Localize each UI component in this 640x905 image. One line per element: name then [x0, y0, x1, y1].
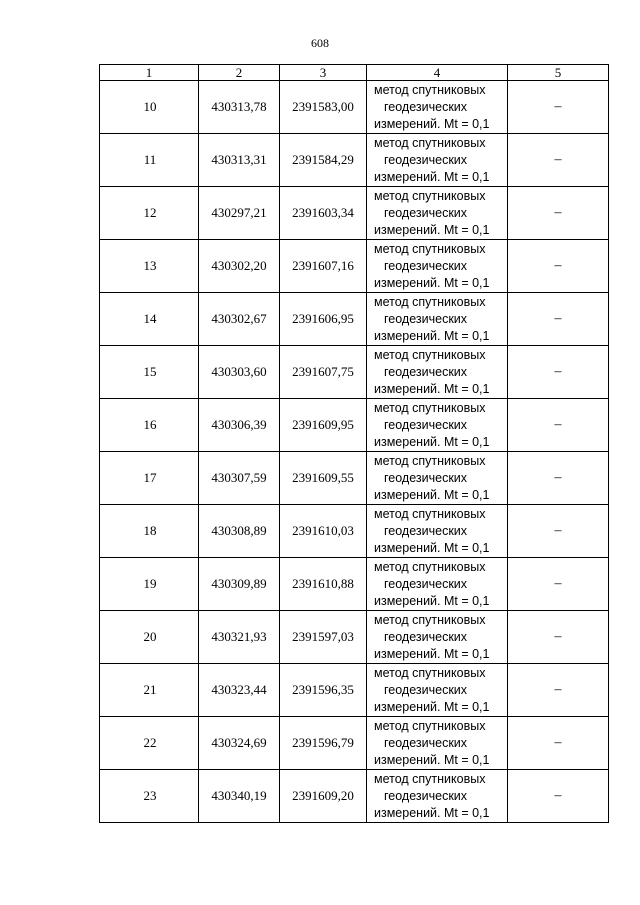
method-line: геодезических — [384, 417, 468, 432]
method-line: геодезических — [384, 735, 468, 750]
note-cell: – — [508, 81, 609, 134]
method-line: метод спутниковых — [374, 294, 486, 309]
header-row — [100, 65, 609, 81]
page-number: 608 — [311, 36, 329, 50]
note-cell: – — [508, 770, 609, 823]
table-row — [100, 81, 609, 134]
method-line: измерений. Mt = 0,1 — [374, 116, 490, 131]
method-line: измерений. Mt = 0,1 — [374, 752, 490, 767]
method-line: измерений. Mt = 0,1 — [374, 540, 490, 555]
point-number-cell: 11 — [100, 134, 199, 187]
table-row — [100, 399, 609, 452]
point-number-cell: 23 — [100, 770, 199, 823]
method-line: геодезических — [384, 205, 468, 220]
point-number-cell: 18 — [100, 505, 199, 558]
point-number-cell: 19 — [100, 558, 199, 611]
method-cell — [367, 346, 508, 399]
x-coordinate-cell: 430302,20 — [199, 240, 280, 293]
column-header-3: 3 — [280, 65, 367, 81]
method-cell — [367, 293, 508, 346]
column-header-2: 2 — [199, 65, 280, 81]
point-number-cell: 22 — [100, 717, 199, 770]
point-number-cell: 13 — [100, 240, 199, 293]
y-coordinate-cell: 2391606,95 — [280, 293, 367, 346]
method-line: измерений. Mt = 0,1 — [374, 275, 490, 290]
method-cell — [367, 81, 508, 134]
method-line: метод спутниковых — [374, 559, 486, 574]
table-row — [100, 187, 609, 240]
method-line: геодезических — [384, 682, 468, 697]
x-coordinate-cell: 430303,60 — [199, 346, 280, 399]
method-line: измерений. Mt = 0,1 — [374, 381, 490, 396]
method-cell — [367, 611, 508, 664]
method-line: метод спутниковых — [374, 82, 486, 97]
note-cell: – — [508, 240, 609, 293]
table-row — [100, 558, 609, 611]
y-coordinate-cell: 2391584,29 — [280, 134, 367, 187]
method-cell — [367, 452, 508, 505]
note-cell: – — [508, 505, 609, 558]
table-row — [100, 664, 609, 717]
method-cell — [367, 399, 508, 452]
table-row — [100, 717, 609, 770]
x-coordinate-cell: 430340,19 — [199, 770, 280, 823]
method-line: метод спутниковых — [374, 347, 486, 362]
y-coordinate-cell: 2391607,75 — [280, 346, 367, 399]
method-line: измерений. Mt = 0,1 — [374, 699, 490, 714]
y-coordinate-cell: 2391609,20 — [280, 770, 367, 823]
note-cell: – — [508, 558, 609, 611]
column-header-4: 4 — [367, 65, 508, 81]
point-number-cell: 20 — [100, 611, 199, 664]
table-body — [100, 81, 609, 823]
method-line: геодезических — [384, 576, 468, 591]
method-line: геодезических — [384, 523, 468, 538]
method-line: метод спутниковых — [374, 453, 486, 468]
method-line: измерений. Mt = 0,1 — [374, 222, 490, 237]
method-line: метод спутниковых — [374, 400, 486, 415]
method-line: измерений. Mt = 0,1 — [374, 487, 490, 502]
method-line: измерений. Mt = 0,1 — [374, 805, 490, 820]
note-cell: – — [508, 346, 609, 399]
method-line: метод спутниковых — [374, 241, 486, 256]
table-header — [100, 65, 609, 81]
method-line: измерений. Mt = 0,1 — [374, 328, 490, 343]
y-coordinate-cell: 2391610,88 — [280, 558, 367, 611]
method-line: геодезических — [384, 788, 468, 803]
method-cell — [367, 664, 508, 717]
method-line: метод спутниковых — [374, 188, 486, 203]
note-cell: – — [508, 611, 609, 664]
method-line: измерений. Mt = 0,1 — [374, 646, 490, 661]
x-coordinate-cell: 430324,69 — [199, 717, 280, 770]
x-coordinate-cell: 430307,59 — [199, 452, 280, 505]
y-coordinate-cell: 2391610,03 — [280, 505, 367, 558]
table-row — [100, 293, 609, 346]
x-coordinate-cell: 430313,31 — [199, 134, 280, 187]
method-cell — [367, 717, 508, 770]
method-line: геодезических — [384, 99, 468, 114]
table-row — [100, 452, 609, 505]
note-cell: – — [508, 452, 609, 505]
method-cell — [367, 134, 508, 187]
method-cell — [367, 505, 508, 558]
point-number-cell: 17 — [100, 452, 199, 505]
x-coordinate-cell: 430321,93 — [199, 611, 280, 664]
method-line: метод спутниковых — [374, 718, 486, 733]
method-cell — [367, 558, 508, 611]
x-coordinate-cell: 430308,89 — [199, 505, 280, 558]
note-cell: – — [508, 187, 609, 240]
table-row — [100, 240, 609, 293]
method-line: измерений. Mt = 0,1 — [374, 169, 490, 184]
y-coordinate-cell: 2391607,16 — [280, 240, 367, 293]
method-line: метод спутниковых — [374, 135, 486, 150]
table-row — [100, 505, 609, 558]
method-line: геодезических — [384, 311, 468, 326]
method-cell — [367, 770, 508, 823]
method-line: геодезических — [384, 364, 468, 379]
y-coordinate-cell: 2391596,79 — [280, 717, 367, 770]
method-line: метод спутниковых — [374, 771, 486, 786]
method-line: метод спутниковых — [374, 665, 486, 680]
method-line: геодезических — [384, 470, 468, 485]
point-number-cell: 12 — [100, 187, 199, 240]
point-number-cell: 15 — [100, 346, 199, 399]
coordinates-table — [99, 64, 609, 823]
column-header-1: 1 — [100, 65, 199, 81]
note-cell: – — [508, 664, 609, 717]
method-cell — [367, 240, 508, 293]
x-coordinate-cell: 430302,67 — [199, 293, 280, 346]
method-line: геодезических — [384, 258, 468, 273]
x-coordinate-cell: 430313,78 — [199, 81, 280, 134]
y-coordinate-cell: 2391597,03 — [280, 611, 367, 664]
table-row — [100, 611, 609, 664]
method-line: геодезических — [384, 629, 468, 644]
table-row — [100, 770, 609, 823]
table-row — [100, 134, 609, 187]
x-coordinate-cell: 430297,21 — [199, 187, 280, 240]
point-number-cell: 10 — [100, 81, 199, 134]
x-coordinate-cell: 430306,39 — [199, 399, 280, 452]
method-line: измерений. Mt = 0,1 — [374, 434, 490, 449]
method-line: геодезических — [384, 152, 468, 167]
method-line: метод спутниковых — [374, 612, 486, 627]
method-cell — [367, 187, 508, 240]
point-number-cell: 21 — [100, 664, 199, 717]
y-coordinate-cell: 2391609,55 — [280, 452, 367, 505]
note-cell: – — [508, 134, 609, 187]
note-cell: – — [508, 717, 609, 770]
point-number-cell: 14 — [100, 293, 199, 346]
table-row — [100, 346, 609, 399]
note-cell: – — [508, 293, 609, 346]
method-line: метод спутниковых — [374, 506, 486, 521]
y-coordinate-cell: 2391583,00 — [280, 81, 367, 134]
column-header-5: 5 — [508, 65, 609, 81]
point-number-cell: 16 — [100, 399, 199, 452]
note-cell: – — [508, 399, 609, 452]
y-coordinate-cell: 2391603,34 — [280, 187, 367, 240]
y-coordinate-cell: 2391609,95 — [280, 399, 367, 452]
y-coordinate-cell: 2391596,35 — [280, 664, 367, 717]
method-line: измерений. Mt = 0,1 — [374, 593, 490, 608]
x-coordinate-cell: 430309,89 — [199, 558, 280, 611]
x-coordinate-cell: 430323,44 — [199, 664, 280, 717]
